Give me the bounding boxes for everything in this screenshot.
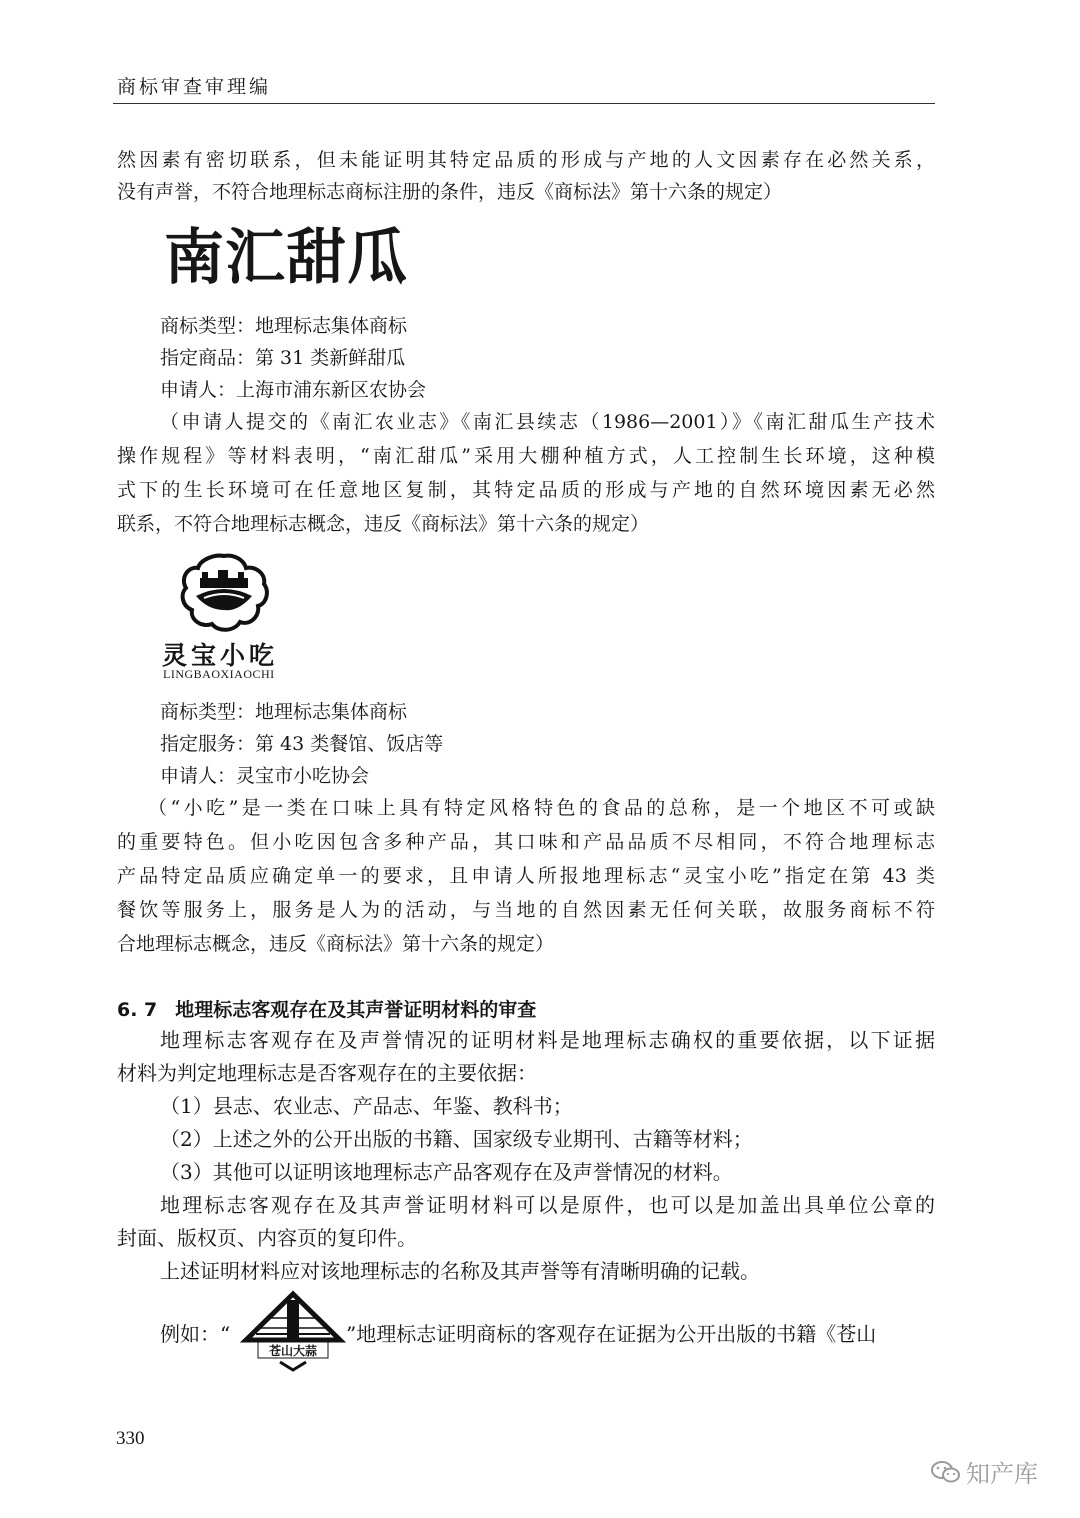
note-line: 餐饮等服务上，服务是人为的活动，与当地的自然因素无任何关联，故服务商标不符 bbox=[117, 899, 935, 921]
applicant: 申请人：灵宝市小吃协会 bbox=[160, 765, 370, 787]
cangshan-garlic-emblem bbox=[240, 1290, 346, 1374]
note-line: 合地理标志概念，违反《商标法》第十六条的规定） bbox=[117, 933, 555, 955]
body-line: 上述证明材料应对该地理标志的名称及其声誉等有清晰明确的记载。 bbox=[160, 1259, 760, 1283]
trademark-type: 商标类型：地理标志集体商标 bbox=[160, 315, 408, 337]
lingbao-snack-logo-text: 灵宝小吃 bbox=[162, 641, 279, 670]
body-line: 材料为判定地理标志是否客观存在的主要依据： bbox=[117, 1061, 537, 1085]
wechat-icon bbox=[930, 1459, 962, 1491]
note-line: 产品特定品质应确定单一的要求，且申请人所报地理标志“灵宝小吃”指定在第 43 类 bbox=[117, 865, 935, 887]
paragraph-line: 没有声誉，不符合地理标志商标注册的条件，违反《商标法》第十六条的规定） bbox=[117, 181, 783, 203]
note-line: 的重要特色。但小吃因包含多种产品，其口味和产品品质不尽相同，不符合地理标志 bbox=[117, 831, 935, 853]
paragraph-line: 然因素有密切联系，但未能证明其特定品质的形成与产地的人文因素存在必然关系， bbox=[117, 149, 935, 171]
page-number: 330 bbox=[116, 1428, 145, 1449]
header-divider bbox=[113, 103, 935, 104]
section-number: 6. 7 bbox=[117, 999, 158, 1021]
note-line: 操作规程》等材料表明，“南汇甜瓜”采用大棚种植方式，人工控制生长环境，这种模 bbox=[117, 445, 935, 467]
body-line: 地理标志客观存在及声誉情况的证明材料是地理标志确权的重要依据，以下证据 bbox=[160, 1028, 935, 1052]
applicant: 申请人：上海市浦东新区农协会 bbox=[160, 379, 427, 401]
cangshan-garlic-logo-text: 苍山大蒜 bbox=[268, 1344, 318, 1358]
list-item: （1）县志、农业志、产品志、年鉴、教科书； bbox=[160, 1094, 573, 1118]
lingbao-snack-logo-pinyin: LINGBAOXIAOCHI bbox=[163, 667, 275, 681]
designated-services: 指定服务：第 43 类餐馆、饭店等 bbox=[160, 733, 444, 755]
watermark-text: 知产库 bbox=[966, 1460, 1038, 1488]
example-suffix: ”地理标志证明商标的客观存在证据为公开出版的书籍《苍山 bbox=[346, 1322, 877, 1346]
note-line: （“小吃”是一类在口味上具有特定风格特色的食品的总称，是一个地区不可或缺 bbox=[148, 797, 935, 819]
trademark-type: 商标类型：地理标志集体商标 bbox=[160, 701, 408, 723]
running-header: 商标审查审理编 bbox=[117, 76, 272, 98]
body-line: 地理标志客观存在及其声誉证明材料可以是原件，也可以是加盖出具单位公章的 bbox=[160, 1193, 935, 1217]
lingbao-snack-emblem bbox=[178, 552, 270, 634]
body-line: 封面、版权页、内容页的复印件。 bbox=[117, 1226, 417, 1250]
section-title: 地理标志客观存在及其声誉证明材料的审查 bbox=[175, 999, 537, 1021]
note-line: 式下的生长环境可在任意地区复制，其特定品质的形成与产地的自然环境因素无必然 bbox=[117, 479, 935, 501]
nanhui-melon-trademark-logo: 南汇甜瓜 bbox=[164, 223, 408, 293]
section-heading bbox=[117, 995, 536, 1022]
note-line: 联系，不符合地理标志概念，违反《商标法》第十六条的规定） bbox=[117, 513, 650, 535]
list-item: （2）上述之外的公开出版的书籍、国家级专业期刊、古籍等材料； bbox=[160, 1127, 753, 1151]
watermark bbox=[930, 1454, 1038, 1491]
note-line: （申请人提交的《南汇农业志》《南汇县续志（1986—2001）》《南汇甜瓜生产技术 bbox=[160, 411, 935, 433]
list-item: （3）其他可以证明该地理标志产品客观存在及声誉情况的材料。 bbox=[160, 1160, 733, 1184]
example-prefix: 例如：“ bbox=[160, 1322, 231, 1346]
designated-goods: 指定商品：第 31 类新鲜甜瓜 bbox=[160, 347, 406, 369]
